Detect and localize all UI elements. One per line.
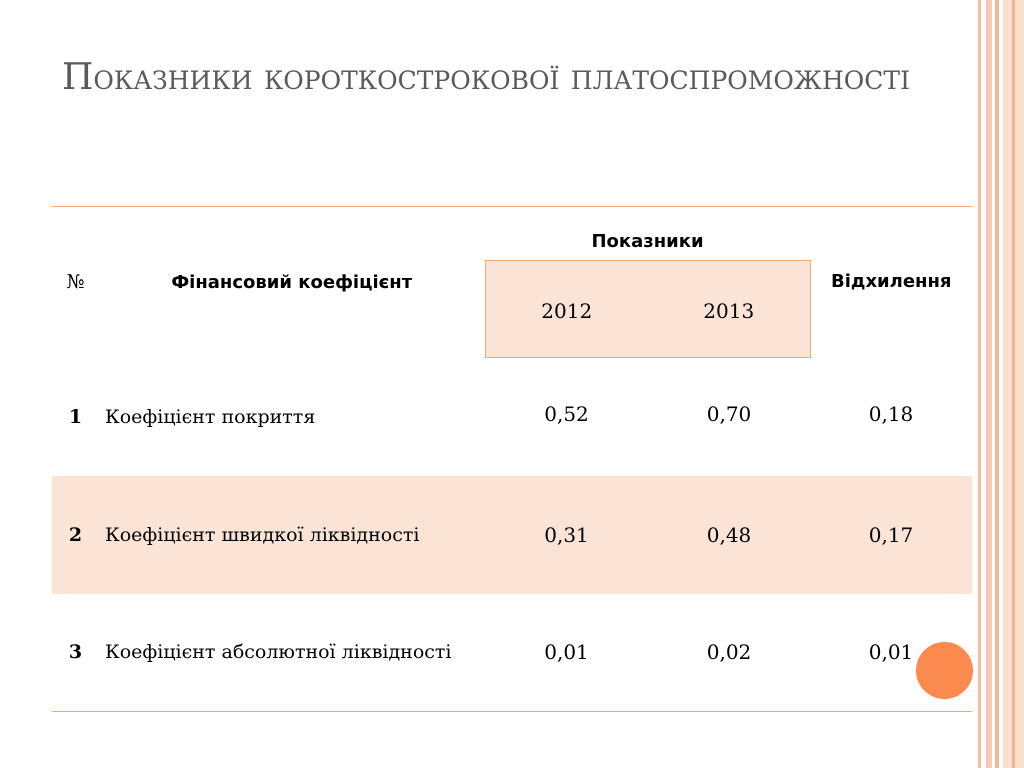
row-num: 1: [68, 405, 83, 428]
decor-circle: [914, 640, 975, 701]
row-value-2013: 0,70: [706, 402, 752, 426]
row-name: Коефіцієнт швидкої ліквідності: [105, 523, 420, 546]
header-deviation: Відхилення: [810, 207, 972, 358]
indicators-table: [52, 206, 972, 712]
row-value-2012: 0,01: [485, 594, 648, 712]
slide-title: Показники короткострокової платоспроможності: [62, 57, 910, 98]
row-deviation: 0,01: [810, 594, 972, 712]
decor-stripe: [978, 0, 981, 768]
table-row: [52, 594, 972, 712]
table-row: [52, 476, 972, 594]
decor-stripe: [1012, 0, 1015, 768]
decor-stripe: [986, 0, 992, 768]
row-num: 2: [68, 523, 83, 546]
decor-stripe: [995, 0, 999, 768]
row-deviation: 0,18: [868, 401, 914, 426]
indicators-table-wrap: [52, 206, 972, 712]
row-num: 3: [52, 594, 99, 712]
row-name: Коефіцієнт абсолютної ліквідності: [99, 594, 485, 712]
row-name: Коефіцієнт покриття: [105, 405, 316, 428]
row-value-2013: 0,48: [706, 522, 752, 547]
header-num: №: [52, 207, 99, 358]
table-row: [52, 358, 972, 476]
header-year-2013: 2013: [648, 261, 810, 358]
header-name: Фінансовий коефіцієнт: [99, 207, 485, 358]
row-value-2012: 0,31: [544, 522, 589, 547]
header-indicators: Показники: [485, 207, 810, 261]
row-value-2012: 0,52: [544, 402, 589, 426]
header-year-2012: 2012: [485, 261, 648, 358]
row-value-2013: 0,02: [648, 594, 810, 712]
row-deviation: 0,17: [868, 522, 914, 547]
